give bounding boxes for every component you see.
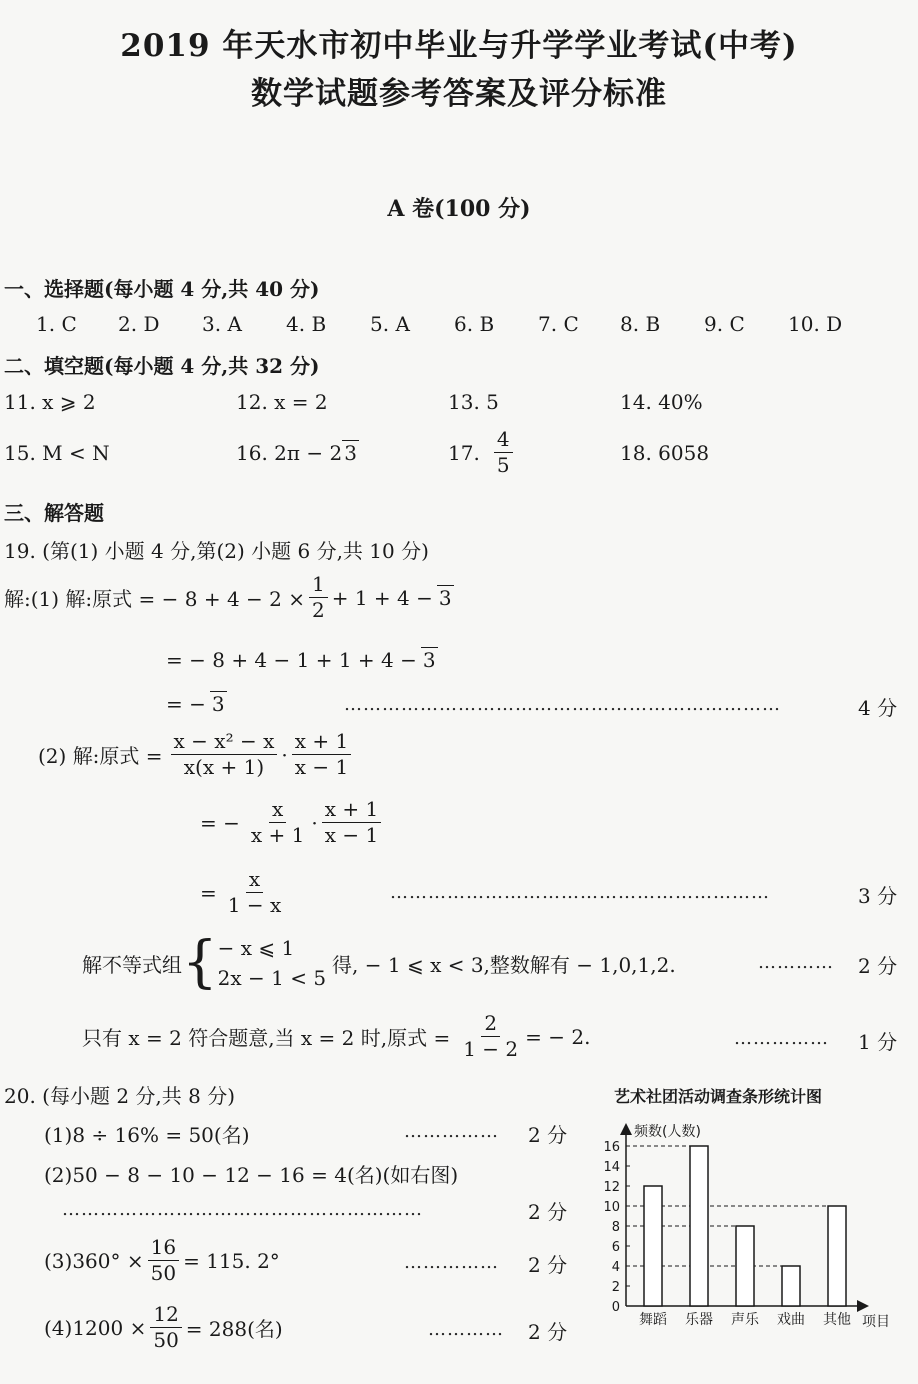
- q19-part1-leader: ……………………………………………………………: [344, 694, 781, 715]
- q20-part2-leader: …………………………………………………: [62, 1199, 423, 1220]
- answer-2: 2. D: [118, 312, 160, 336]
- q19-part2b-fraction-a: [248, 798, 307, 847]
- answer-16-text: 16. 2π − 2: [236, 441, 343, 465]
- answer-17-fraction: [494, 428, 513, 477]
- fraction-denominator: 2: [312, 598, 325, 622]
- q19-part2-line2: [200, 798, 385, 847]
- inequality-bottom: 2x − 1 < 5: [217, 966, 327, 990]
- chart-y-tick-label: 8: [611, 1220, 620, 1235]
- bar-chart: [590, 1078, 910, 1338]
- q19-inequality-leader: …………: [758, 952, 834, 973]
- q19-last-line: [82, 1012, 590, 1061]
- fraction-denominator: 50: [150, 1261, 177, 1285]
- q20-heading: 20. (每小题 2 分,共 8 分): [4, 1084, 236, 1108]
- fraction-denominator: x − 1: [324, 823, 379, 847]
- fraction-numerator: 1: [309, 573, 328, 598]
- q19-part2-line1-pre: (2) 解:原式 =: [38, 744, 163, 768]
- chart-y-axis-label: 频数(人数): [634, 1124, 701, 1140]
- fraction-denominator: x − 1: [294, 755, 349, 779]
- q19-part1-line1: [4, 573, 454, 622]
- answer-15: 15. M < N: [4, 441, 110, 465]
- q19-inequality-line: [82, 930, 676, 995]
- chart-category-label: 戏曲: [777, 1312, 805, 1328]
- q19-part1-line1-radicand: 3: [438, 586, 452, 610]
- q19-last-leader: ……………: [734, 1028, 829, 1049]
- chart-category-label: 舞蹈: [639, 1312, 667, 1328]
- fraction-denominator: 50: [153, 1328, 179, 1352]
- chart-y-tick-label: 0: [611, 1300, 620, 1315]
- q20-part4-post: = 288(名): [185, 1317, 283, 1341]
- chart-bar-戏曲: [782, 1266, 800, 1306]
- chart-y-tick-label: 14: [603, 1160, 620, 1175]
- left-brace-icon: {: [182, 930, 218, 995]
- q20-part3-fraction: [148, 1236, 179, 1285]
- q19-part1-half: [309, 573, 328, 622]
- answer-4: 4. B: [286, 312, 327, 336]
- answer-7: 7. C: [538, 312, 579, 336]
- answer-3: 3. A: [202, 312, 242, 336]
- answer-16: [236, 441, 359, 465]
- q19-part2b-fraction-b: [322, 798, 381, 847]
- answer-10: 10. D: [788, 312, 843, 336]
- paper-label: A 卷(100 分): [387, 196, 531, 222]
- answer-6: 6. B: [454, 312, 495, 336]
- q20-part3: [44, 1236, 280, 1285]
- fraction-denominator: 1 − 2: [463, 1037, 519, 1061]
- fraction-denominator: x(x + 1): [183, 755, 265, 779]
- fraction-numerator: 16: [148, 1236, 179, 1261]
- q19-inequality-pre: 解不等式组: [82, 952, 182, 977]
- q19-part2-line3: [200, 868, 288, 917]
- chart-bar-舞蹈: [644, 1186, 662, 1306]
- q20-part3-leader: ……………: [404, 1252, 499, 1273]
- fraction-numerator: x: [246, 868, 263, 893]
- answer-1: 1. C: [36, 312, 77, 336]
- chart-x-axis-label: 项目: [862, 1314, 890, 1330]
- q20-part4-score: 2 分: [528, 1320, 568, 1344]
- q19-last-pre: 只有 x = 2 符合题意,当 x = 2 时,原式 =: [82, 1026, 451, 1050]
- chart-title: 艺术社团活动调查条形统计图: [614, 1087, 823, 1106]
- q19-part2-fraction-b: [292, 730, 351, 779]
- chart-bar-乐器: [690, 1146, 708, 1306]
- chart-y-tick-label: 4: [611, 1260, 620, 1275]
- answer-8: 8. B: [620, 312, 661, 336]
- q19-part1-score: 4 分: [858, 696, 898, 720]
- q19-part2-line3-pre: =: [200, 880, 217, 905]
- answer-12: 12. x = 2: [236, 390, 328, 414]
- answer-17-label: 17.: [448, 440, 480, 465]
- chart-category-label: 其他: [823, 1312, 851, 1328]
- answer-18: 18. 6058: [620, 441, 710, 465]
- answer-11: 11. x ⩾ 2: [4, 390, 96, 414]
- q20-part4-leader: …………: [428, 1319, 504, 1340]
- q20-part4: [44, 1303, 283, 1352]
- answer-14: 14. 40%: [620, 390, 703, 414]
- chart-y-tick-label: 16: [603, 1140, 620, 1155]
- q19-part1-line3: [166, 692, 227, 716]
- answer-13: 13. 5: [448, 390, 499, 414]
- chart-y-tick-label: 10: [603, 1200, 620, 1215]
- q19-last-fraction: [460, 1012, 521, 1061]
- fraction-numerator: 12: [150, 1303, 181, 1328]
- q19-part1-line1-pre: 解:(1) 解:原式 = − 8 + 4 − 2 ×: [4, 587, 305, 611]
- chart-y-tick-label: 12: [603, 1180, 620, 1195]
- section3-heading: 三、解答题: [4, 501, 104, 525]
- chart-bar-声乐: [736, 1226, 754, 1306]
- q20-part3-post: = 115. 2°: [183, 1248, 280, 1273]
- answer-5: 5. A: [370, 312, 410, 336]
- fraction-numerator: 4: [494, 428, 513, 453]
- chart-category-label: 乐器: [685, 1312, 713, 1328]
- q20-part1-score: 2 分: [528, 1123, 568, 1147]
- q19-inequality-post: 得, − 1 ⩽ x < 3,整数解有 − 1,0,1,2.: [332, 952, 676, 977]
- section1-heading: 一、选择题(每小题 4 分,共 40 分): [4, 277, 320, 301]
- chart-y-tick-label: 2: [611, 1280, 620, 1295]
- q19-part1-line2: [166, 648, 438, 672]
- section2-heading: 二、填空题(每小题 4 分,共 32 分): [4, 354, 320, 378]
- q19-part2c-fraction: [225, 868, 284, 917]
- q19-part1-line2-pre: = − 8 + 4 − 1 + 1 + 4 −: [166, 648, 417, 672]
- q19-part1-line1-post: + 1 + 4 −: [331, 585, 433, 610]
- fraction-numerator: x + 1: [322, 798, 381, 823]
- q19-inequality-score: 2 分: [858, 954, 898, 978]
- fraction-denominator: x + 1: [250, 823, 305, 847]
- chart-bar-其他: [828, 1206, 846, 1306]
- q19-part2-line1: [38, 730, 355, 779]
- q20-part1: (1)8 ÷ 16% = 50(名): [44, 1123, 250, 1147]
- q19-heading: 19. (第(1) 小题 4 分,第(2) 小题 6 分,共 10 分): [4, 539, 429, 563]
- q19-part2-leader: ……………………………………………………: [390, 882, 770, 903]
- multiply-dot: ·: [281, 742, 288, 767]
- q20-part3-score: 2 分: [528, 1253, 568, 1277]
- answer-16-radicand: 3: [344, 441, 357, 465]
- chart-y-tick-label: 6: [611, 1240, 620, 1255]
- q20-part2-score: 2 分: [528, 1200, 568, 1224]
- q20-part2: (2)50 − 8 − 10 − 12 − 16 = 4(名)(如右图): [44, 1163, 459, 1187]
- fraction-numerator: x: [269, 798, 286, 823]
- fraction-denominator: 1 − x: [227, 893, 282, 917]
- chart-category-label: 声乐: [731, 1312, 759, 1328]
- q20-part1-leader: ……………: [404, 1121, 499, 1142]
- answer-9: 9. C: [704, 312, 745, 336]
- q19-part1-line3-pre: = −: [166, 692, 206, 716]
- q19-part1-line3-radicand: 3: [211, 692, 225, 716]
- answer-17: [448, 428, 517, 477]
- multiply-dot: ·: [311, 810, 318, 835]
- q20-part4-fraction: [150, 1303, 181, 1352]
- document-title-line1: 2019 年天水市初中毕业与升学学业考试(中考): [120, 28, 798, 64]
- inequality-top: − x ⩽ 1: [217, 936, 295, 960]
- q19-part2-line2-pre: = −: [200, 810, 240, 835]
- q20-part4-pre: (4)1200 ×: [44, 1315, 147, 1340]
- fraction-denominator: 5: [496, 453, 510, 477]
- document-title-line2: 数学试题参考答案及评分标准: [251, 76, 667, 112]
- q19-part1-line2-radicand: 3: [422, 648, 436, 672]
- q19-part2-fraction-a: [171, 730, 278, 779]
- q19-last-score: 1 分: [858, 1030, 898, 1054]
- inequality-system: [218, 933, 326, 993]
- q19-part2-score: 3 分: [858, 884, 898, 908]
- fraction-numerator: 2: [481, 1012, 500, 1037]
- fraction-numerator: x − x² − x: [171, 730, 278, 755]
- fraction-numerator: x + 1: [292, 730, 351, 755]
- q19-last-post: = − 2.: [525, 1024, 591, 1049]
- q20-part3-pre: (3)360° ×: [44, 1248, 144, 1273]
